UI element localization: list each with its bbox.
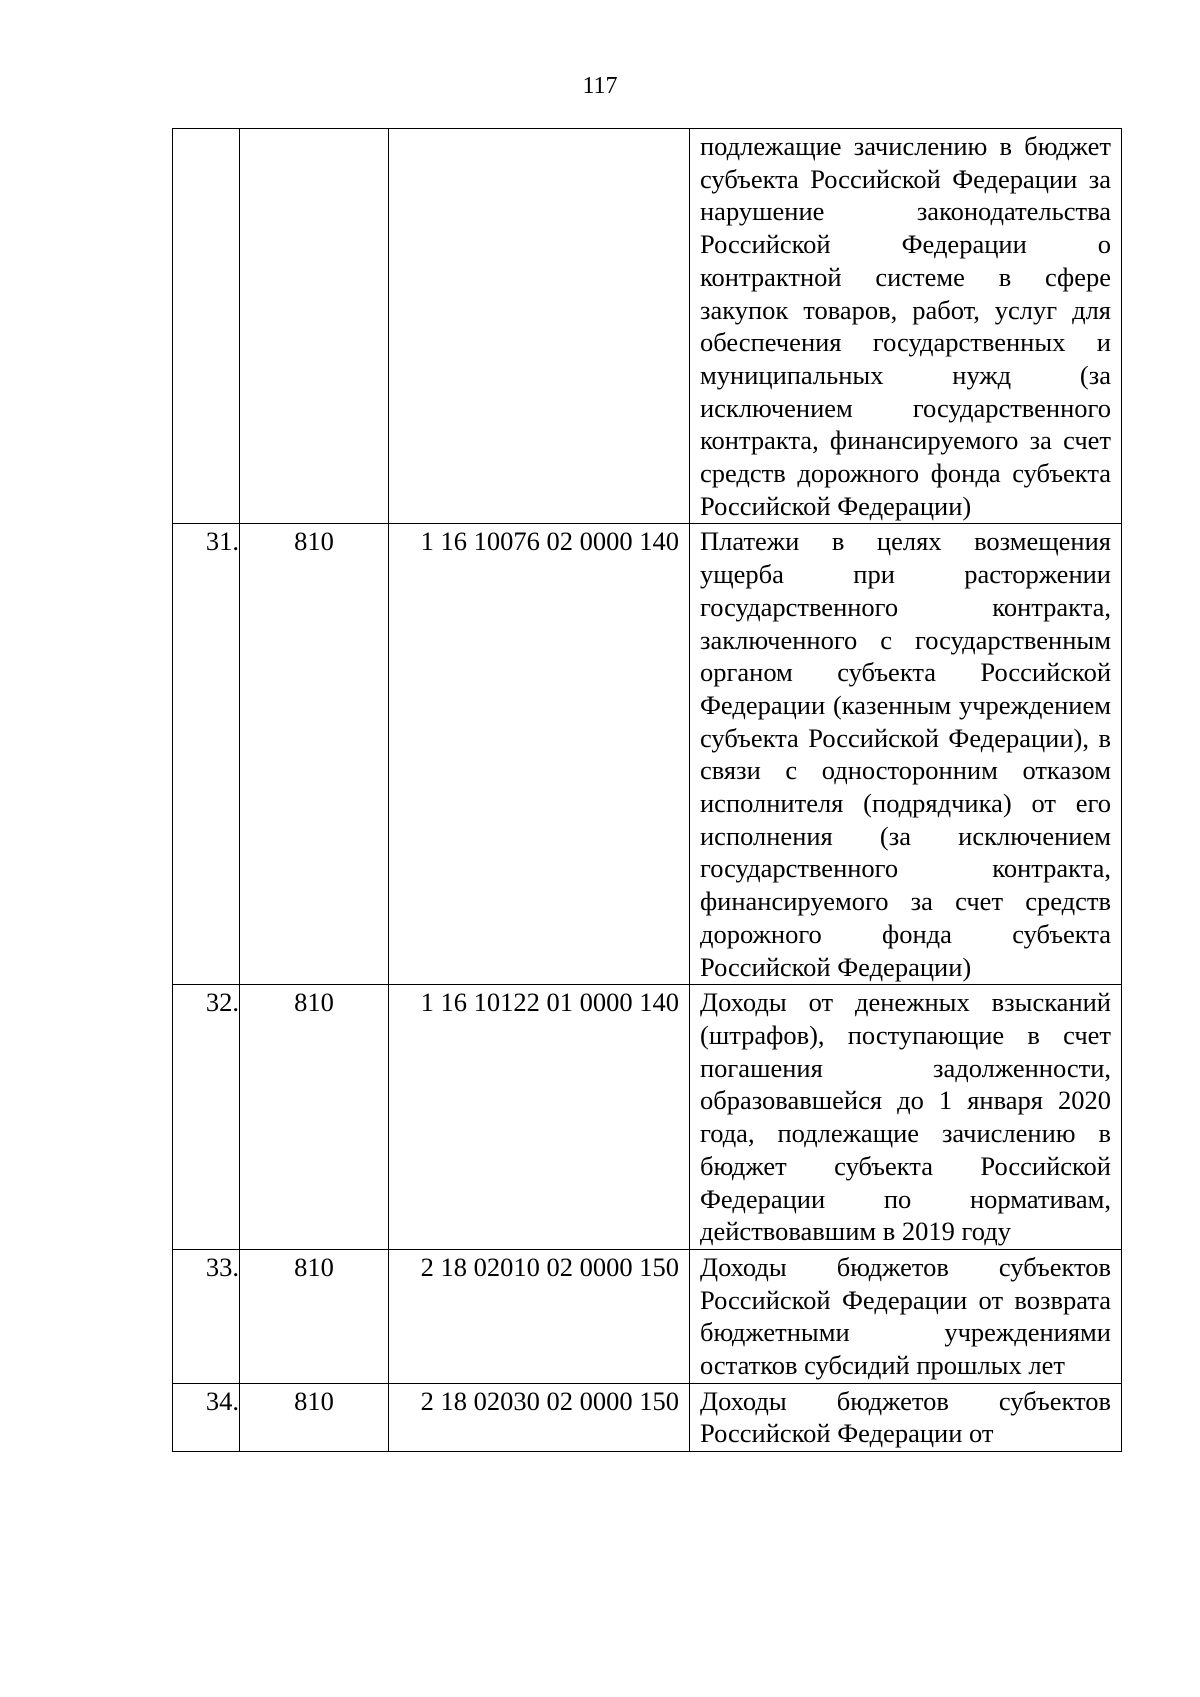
administrator-code-cell (240, 129, 389, 524)
revenue-name-cell: Доходы от денежных взысканий (штрафов), поступающие в счет погашения задолженности, образовавшейся до 1 января 2020 года, подлежащие зачислению в бюджет субъекта Российской Федерации по нормативам, действовавшим в 2019 году (690, 985, 1122, 1250)
revenue-name-cell: Платежи в целях возмещения ущерба при расторжении государственного контракта, заключенного с государственным органом субъекта Российской Федерации (казенным учреждением субъекта Российской Федерации), в связи с односторонним отказом исполнителя (подрядчика) от его исполнения (за исключением государственного контракта, финансируемого за счет средств дорожного фонда субъекта Российской Федерации) (690, 524, 1122, 985)
administrator-code-cell: 810 (240, 1249, 389, 1383)
table-row (173, 524, 1122, 985)
administrator-code-cell: 810 (240, 985, 389, 1250)
row-number-cell: 32. (173, 985, 240, 1250)
revenue-name-cell: Доходы бюджетов субъектов Российской Федерации от возврата бюджетными учреждениями остатков субсидий прошлых лет (690, 1249, 1122, 1383)
revenue-code-cell: 1 16 10122 01 0000 140 (389, 985, 690, 1250)
revenue-codes-table (172, 128, 1122, 1452)
row-number-cell (173, 129, 240, 524)
table-row (173, 129, 1122, 524)
table-row (173, 985, 1122, 1250)
administrator-code-cell: 810 (240, 1383, 389, 1451)
revenue-name-cell: подлежащие зачислению в бюджет субъекта Российской Федерации за нарушение законодательства Российской Федерации о контрактной системе в сфере закупок товаров, работ, услуг для обеспечения государственных и муниципальных нужд (за исключением государственного контракта, финансируемого за счет средств дорожного фонда субъекта Российской Федерации) (690, 129, 1122, 524)
row-number-cell: 31. (173, 524, 240, 985)
table-row (173, 1249, 1122, 1383)
page-number: 117 (582, 73, 618, 99)
row-number-cell: 34. (173, 1383, 240, 1451)
revenue-name-cell: Доходы бюджетов субъектов Российской Федерации от (690, 1383, 1122, 1451)
row-number-cell: 33. (173, 1249, 240, 1383)
table-row (173, 1383, 1122, 1451)
revenue-code-cell: 2 18 02010 02 0000 150 (389, 1249, 690, 1383)
revenue-code-cell: 2 18 02030 02 0000 150 (389, 1383, 690, 1451)
revenue-code-cell (389, 129, 690, 524)
revenue-code-cell: 1 16 10076 02 0000 140 (389, 524, 690, 985)
administrator-code-cell: 810 (240, 524, 389, 985)
